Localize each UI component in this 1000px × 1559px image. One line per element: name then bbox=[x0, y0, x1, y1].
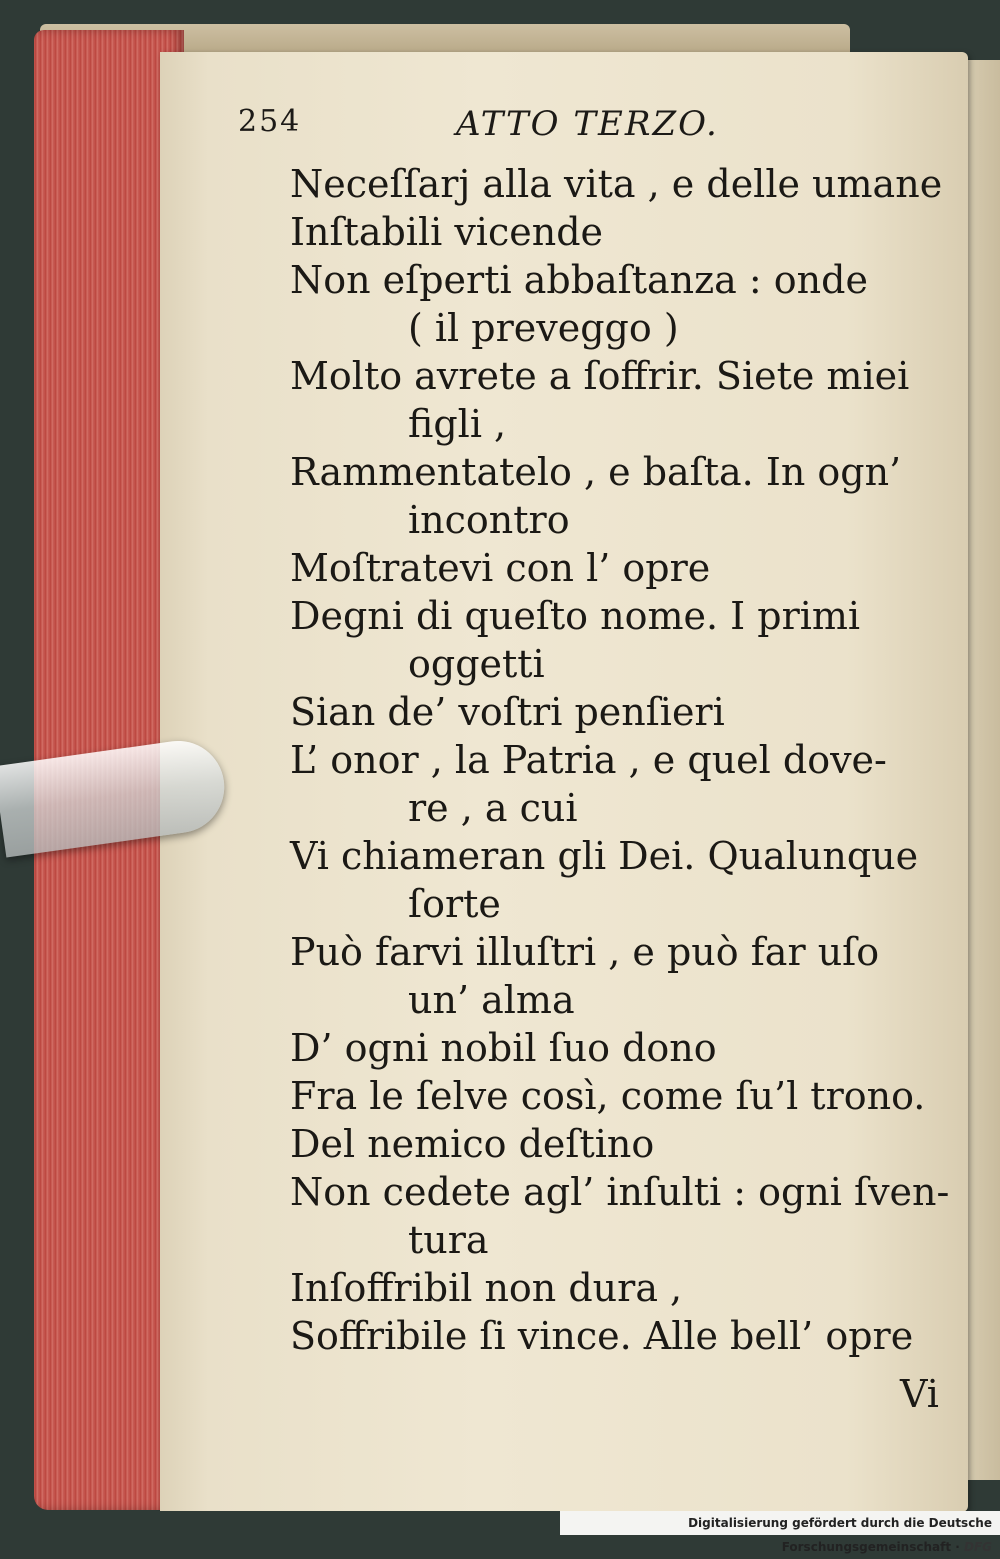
verse-line: Degni di queſto nome. I primi bbox=[290, 594, 861, 638]
verse-line: incontro bbox=[408, 498, 570, 542]
verse-line: ſorte bbox=[408, 882, 501, 926]
verse-line: re , a cui bbox=[408, 786, 578, 830]
verse-line: un’ alma bbox=[408, 978, 575, 1022]
verse-line: ( il preveggo ) bbox=[408, 306, 679, 350]
verse-text bbox=[290, 160, 950, 1360]
verse-line: tura bbox=[408, 1218, 489, 1262]
verse-line: D’ ogni nobil ſuo dono bbox=[290, 1026, 717, 1070]
verse-line: Soffribile ſi vince. Alle bell’ opre bbox=[290, 1314, 914, 1358]
bottom-bar bbox=[0, 1511, 560, 1535]
verse-line: Non cedete agl’ inſulti : ogni ſven- bbox=[290, 1170, 950, 1214]
funding-footer bbox=[560, 1511, 1000, 1554]
verse-line: L’ onor , la Patria , e quel dove- bbox=[290, 738, 887, 782]
verse-line: Vi chiameran gli Dei. Qualunque bbox=[290, 834, 919, 878]
verse-line: Inſtabili vicende bbox=[290, 210, 604, 254]
verse-line: Fra le ſelve così, come ſu’l trono. bbox=[290, 1074, 926, 1118]
verse-line: Neceſſarj alla vita , e delle umane bbox=[290, 162, 943, 206]
verse-line: oggetti bbox=[408, 642, 545, 686]
verse-line: figli , bbox=[408, 402, 507, 446]
page-header bbox=[238, 104, 758, 148]
verse-line: Sian de’ voſtri penſieri bbox=[290, 690, 725, 734]
verse-line: Molto avrete a ſoffrir. Siete miei bbox=[290, 354, 910, 398]
verse-line: Non eſperti abbaſtanza : onde bbox=[290, 258, 868, 302]
footer-text: Digitalisierung gefördert durch die Deutsche Forschungsgemeinschaft · bbox=[688, 1516, 992, 1554]
verse-line: Del nemico deſtino bbox=[290, 1122, 655, 1166]
verse-line: Rammentatelo , e baſta. In ogn’ bbox=[290, 450, 902, 494]
running-title: ATTO TERZO. bbox=[456, 104, 719, 144]
verse-line: Moſtratevi con l’ opre bbox=[290, 546, 711, 590]
dfg-logo: DFG bbox=[963, 1540, 992, 1554]
catchword: Vi bbox=[900, 1372, 939, 1416]
verse-line: Può farvi illuſtri , e può far uſo bbox=[290, 930, 880, 974]
page-number: 254 bbox=[238, 104, 302, 139]
verse-line: Inſoffribil non dura , bbox=[290, 1266, 683, 1310]
